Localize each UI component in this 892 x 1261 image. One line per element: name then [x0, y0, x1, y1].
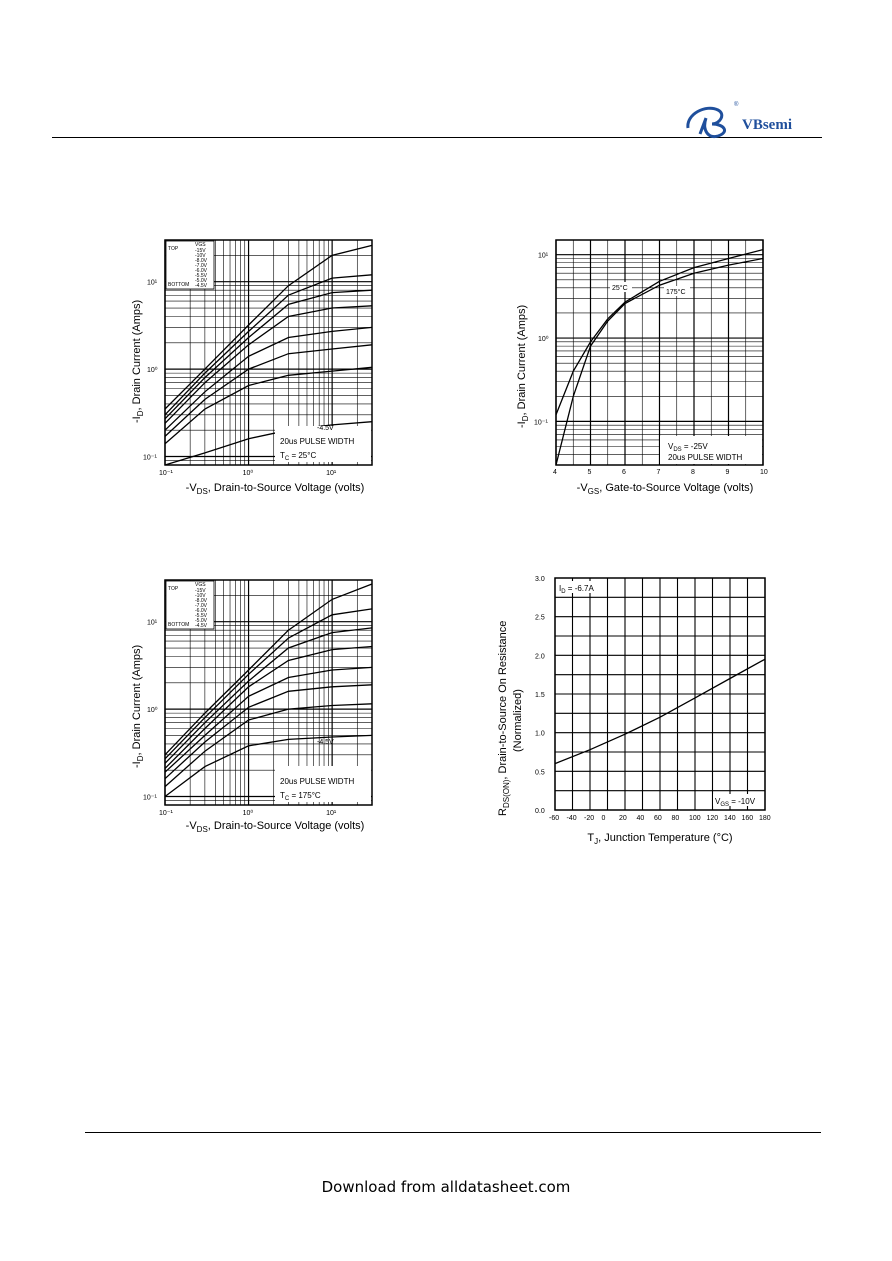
ytick-label: 1.5 — [535, 692, 545, 699]
xtick-label: 10⁻¹ — [159, 470, 173, 477]
vgs-note: $V_{GS} = -10V$ — [715, 797, 756, 808]
ytick-label: 10⁰ — [147, 707, 158, 715]
chart1-xlabel: $-V_{DS}$, Drain-to-Source Voltage (volts) — [185, 482, 365, 497]
legend-top-label: TOP — [168, 246, 179, 252]
ytick-label: 2.5 — [535, 614, 545, 622]
xtick-label: 5 — [587, 469, 592, 476]
xtick-label: 10⁻¹ — [159, 810, 173, 817]
curve-label: -4.5V — [317, 425, 334, 432]
series-2-line — [165, 275, 372, 415]
footer-rule — [85, 1132, 821, 1133]
ytick-label: 3.0 — [535, 576, 545, 583]
legend-bottom-label: BOTTOM — [168, 622, 190, 628]
series-4-line — [165, 306, 372, 424]
pulse-note: 20us PULSE WIDTH — [280, 437, 355, 446]
chart2-xlabel: $-V_{GS}$, Gate-to-Source Voltage (volts) — [576, 482, 754, 497]
xtick-label: 80 — [671, 815, 680, 822]
legend-item: -6.0V — [195, 608, 207, 614]
chart3-svg — [125, 570, 385, 840]
legend-item: -5.5V — [195, 613, 207, 619]
legend-item: -6.0V — [195, 268, 207, 274]
xtick-label: 10⁰ — [242, 810, 254, 817]
vds-note: $V_{DS} = -25V$ — [668, 442, 708, 453]
legend-item: -7.0V — [195, 603, 207, 609]
chart4-ylabel: $R_{DS(ON)}$, Drain-to-Source On Resistance — [497, 620, 512, 816]
legend-item: -10V — [195, 253, 206, 259]
chart-output-175c — [125, 570, 385, 840]
xtick-label: 10¹ — [326, 810, 337, 817]
logo-registered: ® — [734, 102, 739, 108]
ytick-label: 10⁻¹ — [143, 454, 157, 462]
xtick-label: 10¹ — [326, 470, 337, 477]
legend-head: VGS — [195, 582, 206, 588]
pulse-note: 20us PULSE WIDTH — [280, 777, 355, 786]
legend-item: -10V — [195, 593, 206, 599]
ytick-label: 10⁻¹ — [534, 419, 548, 427]
xtick-label: 7 — [656, 469, 661, 476]
label-175c: 175°C — [666, 289, 686, 296]
legend-item: -15V — [195, 248, 206, 254]
ytick-label: 0.5 — [535, 769, 545, 777]
footer-text: Download from alldatasheet.com — [321, 1178, 571, 1196]
xtick-label: 6 — [622, 469, 626, 476]
label-25c: 25°C — [612, 285, 628, 292]
legend-item: -15V — [195, 588, 206, 594]
ytick-label: 10⁰ — [538, 336, 549, 344]
ytick-label: 0.0 — [535, 808, 545, 815]
ytick-label: 1.0 — [535, 730, 545, 738]
xtick-label: -60 — [549, 815, 560, 822]
chart-rdson-temp — [495, 570, 785, 850]
xtick-label: 120 — [706, 815, 719, 822]
legend-item: -5.0V — [195, 618, 207, 624]
ytick-label: 10¹ — [147, 619, 158, 627]
chart2-ylabel: $-I_D$, Drain Current (Amps) — [516, 304, 531, 428]
xtick-label: 60 — [654, 815, 662, 822]
chart3-ylabel: $-I_D$, Drain Current (Amps) — [131, 644, 146, 768]
chart2-svg — [510, 230, 780, 500]
legend-head: VGS — [195, 242, 206, 248]
legend-item: -7.0V — [195, 263, 207, 269]
chart4-ylabel2: (Normalized) — [512, 689, 524, 752]
xtick-label: 0 — [601, 815, 606, 822]
legend-item: -5.5V — [195, 273, 207, 279]
logo-mark-icon — [684, 98, 744, 140]
temp-note: $T_C = 25^\circ C$ — [280, 451, 317, 462]
id-note: $I_D = -6.7A$ — [559, 584, 594, 595]
legend-item: -4.5V — [195, 283, 207, 289]
curve-label: -4.5V — [317, 739, 334, 746]
chart3-xlabel: $-V_{DS}$, Drain-to-Source Voltage (volts) — [185, 820, 365, 835]
ytick-label: 2.0 — [535, 653, 545, 661]
xtick-label: 8 — [691, 469, 695, 476]
xtick-label: 40 — [636, 815, 645, 822]
xtick-label: 140 — [724, 815, 736, 822]
ytick-label: 10¹ — [538, 252, 549, 260]
ytick-label: 10⁻¹ — [143, 794, 157, 802]
ytick-label: 10¹ — [147, 279, 158, 287]
xtick-label: 10⁰ — [242, 470, 254, 477]
series-5-line — [165, 667, 372, 772]
chart1-svg — [125, 230, 385, 500]
legend-item: -4.5V — [195, 623, 207, 629]
ytick-label: 10⁰ — [147, 367, 158, 375]
xtick-label: 100 — [689, 815, 701, 822]
pulse-note: 20us PULSE WIDTH — [668, 453, 743, 462]
temp-note: $T_C = 175^\circ C$ — [280, 791, 321, 802]
xtick-label: -20 — [584, 815, 595, 822]
legend-item: -8.0V — [195, 258, 207, 264]
xtick-label: 160 — [741, 815, 754, 822]
legend-item: -5.0V — [195, 278, 207, 284]
legend-top-label: TOP — [168, 586, 179, 592]
xtick-label: 20 — [619, 815, 627, 822]
xtick-label: 180 — [759, 815, 771, 822]
series-6-line — [165, 345, 372, 437]
xtick-label: 9 — [725, 469, 730, 476]
xtick-label: -40 — [566, 815, 577, 822]
chart-output-25c — [125, 230, 385, 500]
legend-item: -8.0V — [195, 598, 207, 604]
chart-transfer — [510, 230, 780, 500]
chart1-ylabel: $-I_D$, Drain Current (Amps) — [131, 299, 146, 423]
xtick-label: 10 — [760, 469, 768, 476]
chart4-svg — [495, 570, 785, 850]
xtick-label: 4 — [553, 469, 557, 476]
vbsemi-logo — [684, 98, 824, 140]
legend-bottom-label: BOTTOM — [168, 282, 190, 288]
chart4-xlabel: $T_J$, Junction Temperature (°C) — [587, 832, 733, 847]
logo-text: VBsemi — [742, 117, 792, 133]
